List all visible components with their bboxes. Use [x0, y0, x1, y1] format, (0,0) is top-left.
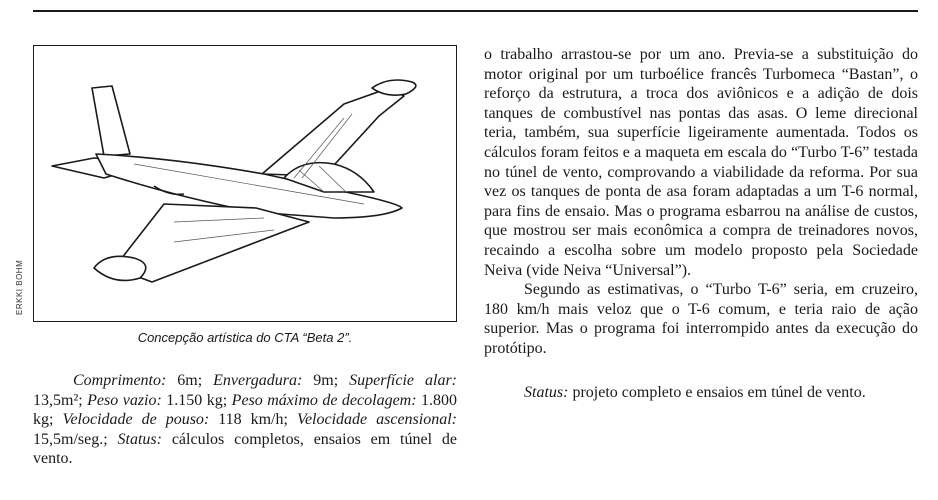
aircraft-illustration-frame [33, 45, 457, 322]
spec-value: cálculos completos, ensaios em túnel de vento. [33, 430, 457, 468]
spec-label: Peso máximo de decolagem: [231, 391, 417, 409]
status-value: projeto completo e ensaios em túnel de vento. [568, 383, 866, 401]
spec-value: 1.150 kg; [161, 391, 232, 409]
spec-label: Velocidade ascensional: [296, 411, 457, 429]
spec-label: Comprimento: [73, 372, 167, 389]
spec-value: 13,5m²; [33, 391, 88, 409]
spec-value: 1.800 kg; [33, 391, 458, 429]
aircraft-drawing [34, 46, 456, 321]
body-paragraph-1: o trabalho arrastou-se por um ano. Previa-se a substituição do motor original por um turboélice francês Turbomeca “Bastan”, o reforço da estrutura, a troca dos aviônicos e a adição de dois tanques de combustível nas pontas das asas. O leme direcional teria, também, sua superfície ligeiramente aumentada. Todos os cálculos foram feitos e a maqueta em escala do “Turbo T-6” testada no túnel de vento, comprovando a viabilidade da reforma. Por sua vez os tanques de ponta de asa foram adaptadas a um T-6 normal, para fins de ensaio. Mas o programa esbarrou na análise de custos, que mostrou ser mais econômica a compra de treinadores novos, recaindo a escolha sobre um modelo proposto pela Sociedade Neiva (vide Neiva “Universal”). [484, 46, 918, 279]
status-label: Status: [524, 383, 569, 401]
spec-value: 15,5m/seg.; [33, 430, 118, 448]
spec-value: 6m; [166, 372, 214, 389]
spec-label: Peso vazio: [87, 391, 162, 409]
spec-label: Envergadura: [213, 372, 303, 389]
spec-value: 118 km/h; [209, 411, 297, 429]
specs-paragraph [33, 371, 457, 469]
spec-label: Status: [117, 430, 162, 448]
illustration-credit: ERKKI BOHM [15, 259, 24, 315]
spec-value: 9m; [302, 372, 350, 389]
spec-label: Superfície alar: [349, 372, 457, 389]
spec-label: Velocidade de pouso: [62, 411, 210, 429]
top-rule [33, 10, 918, 12]
body-paragraph-2: Segundo as estimativas, o “Turbo T-6” seria, em cruzeiro, 180 km/h mais veloz que o T-6 comum, e teria raio de ação superior. Mas o programa foi interrompido antes da execução do protótipo. [484, 281, 918, 357]
figure-caption: Concepção artística do CTA “Beta 2”. [137, 330, 353, 345]
body-text-column [484, 45, 918, 402]
status-paragraph [484, 383, 918, 403]
